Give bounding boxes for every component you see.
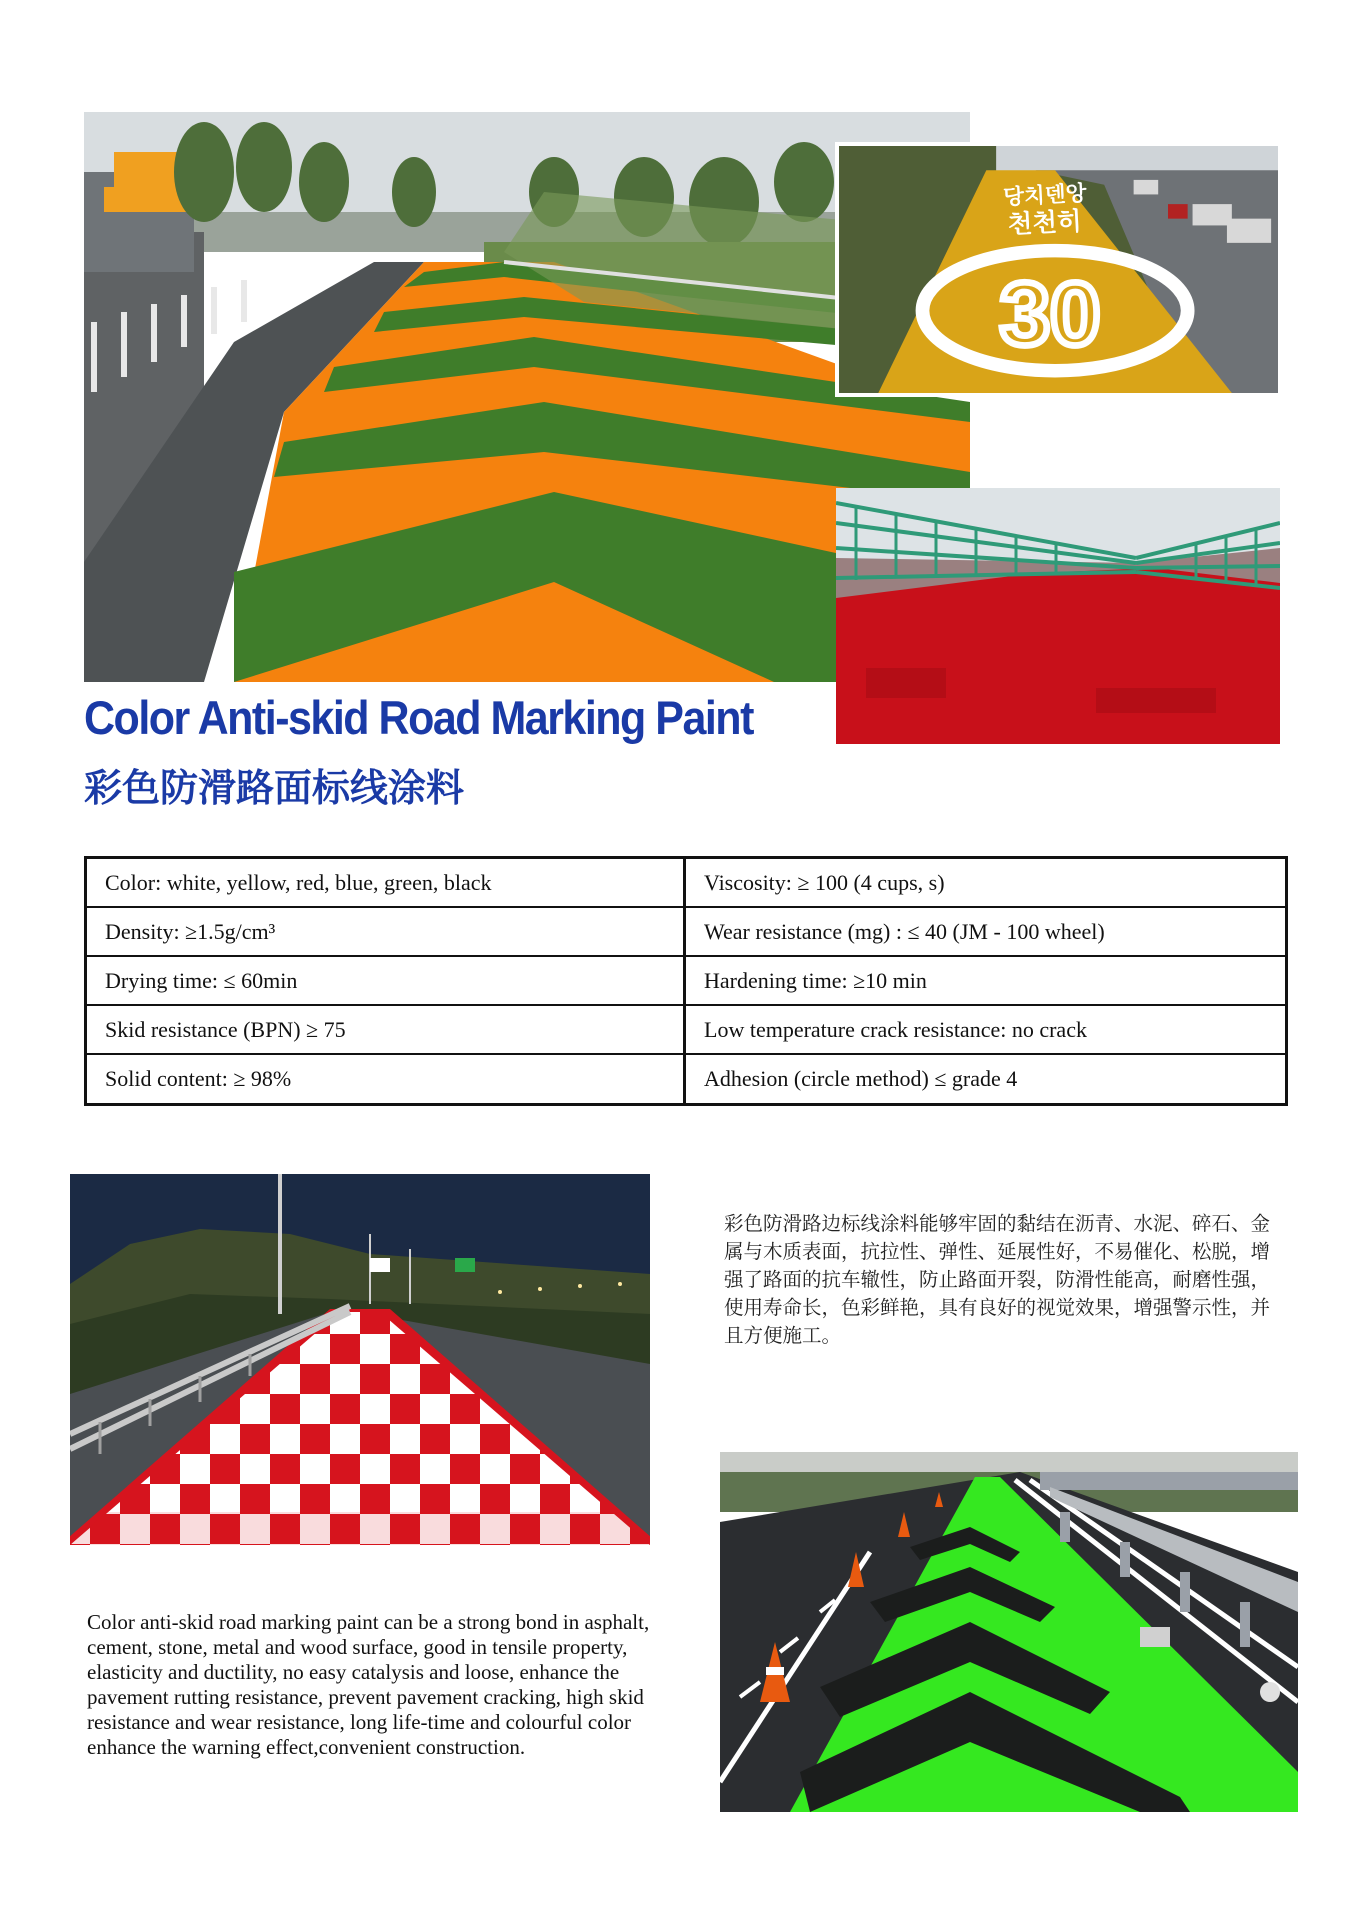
photo-red-bridge-road: [836, 488, 1280, 744]
speed-number: 30: [999, 265, 1101, 365]
description-chinese: 彩色防滑路边标线涂料能够牢固的黏结在沥青、水泥、碎石、金属与木质表面，抗拉性、弹性、延展性好，不易催化、松脱，增强了路面的抗车辙性，防止路面开裂，防滑性能高，耐磨性强，使用寿命长，色彩鲜艳，具有良好的视觉效果，增强警示性，并且方便施工。: [724, 1212, 1271, 1347]
spec-skid-resistance: Skid resistance (BPN) ≥ 75: [87, 1006, 686, 1053]
spec-color: Color: white, yellow, red, blue, green, black: [87, 859, 686, 906]
spec-wear-resistance: Wear resistance (mg) : ≤ 40 (JM - 100 wheel): [704, 918, 1105, 944]
spec-adhesion: Adhesion (circle method) ≤ grade 4: [704, 1066, 1018, 1091]
spec-drying-time: Drying time: ≤ 60min: [87, 957, 686, 1004]
spec-table: [84, 856, 1288, 1106]
spec-crack-resistance: Low temperature crack resistance: no crack: [704, 1016, 1087, 1042]
photo-checkerboard-road: [70, 1174, 650, 1545]
table-row: [87, 908, 1285, 957]
description-english: Color anti-skid road marking paint can be a strong bond in asphalt, cement, stone, metal and wood surface, good in tensile property, elasticity and ductility, no easy catalysis and loose, enhance the pavement rutting resistance, prevent pavement cracking, high skid resistance and wear resistance, long life-time and colourful color enhance the warning effect,convenient construction.: [87, 1610, 650, 1759]
table-row: [87, 1055, 1285, 1103]
page-title-chinese: 彩色防滑路面标线涂料: [84, 766, 465, 810]
spec-hardening-time: Hardening time: ≥10 min: [704, 967, 927, 993]
spec-density: Density: ≥1.5g/cm³: [87, 908, 686, 955]
spec-viscosity: Viscosity: ≥ 100 (4 cups, s): [704, 869, 945, 895]
speed-text-line-1: 당치덴앙: [1002, 181, 1088, 211]
table-row: [87, 859, 1285, 908]
spec-solid-content: Solid content: ≥ 98%: [87, 1055, 686, 1103]
photo-green-chevron-road: [720, 1452, 1298, 1812]
table-row: [87, 1006, 1285, 1055]
table-row: [87, 957, 1285, 1006]
photo-yellow-speed-marking-road: [835, 142, 1282, 397]
page-title-english: Color Anti-skid Road Marking Paint: [84, 692, 753, 745]
speed-text-line-2: 천천히: [1007, 205, 1083, 240]
